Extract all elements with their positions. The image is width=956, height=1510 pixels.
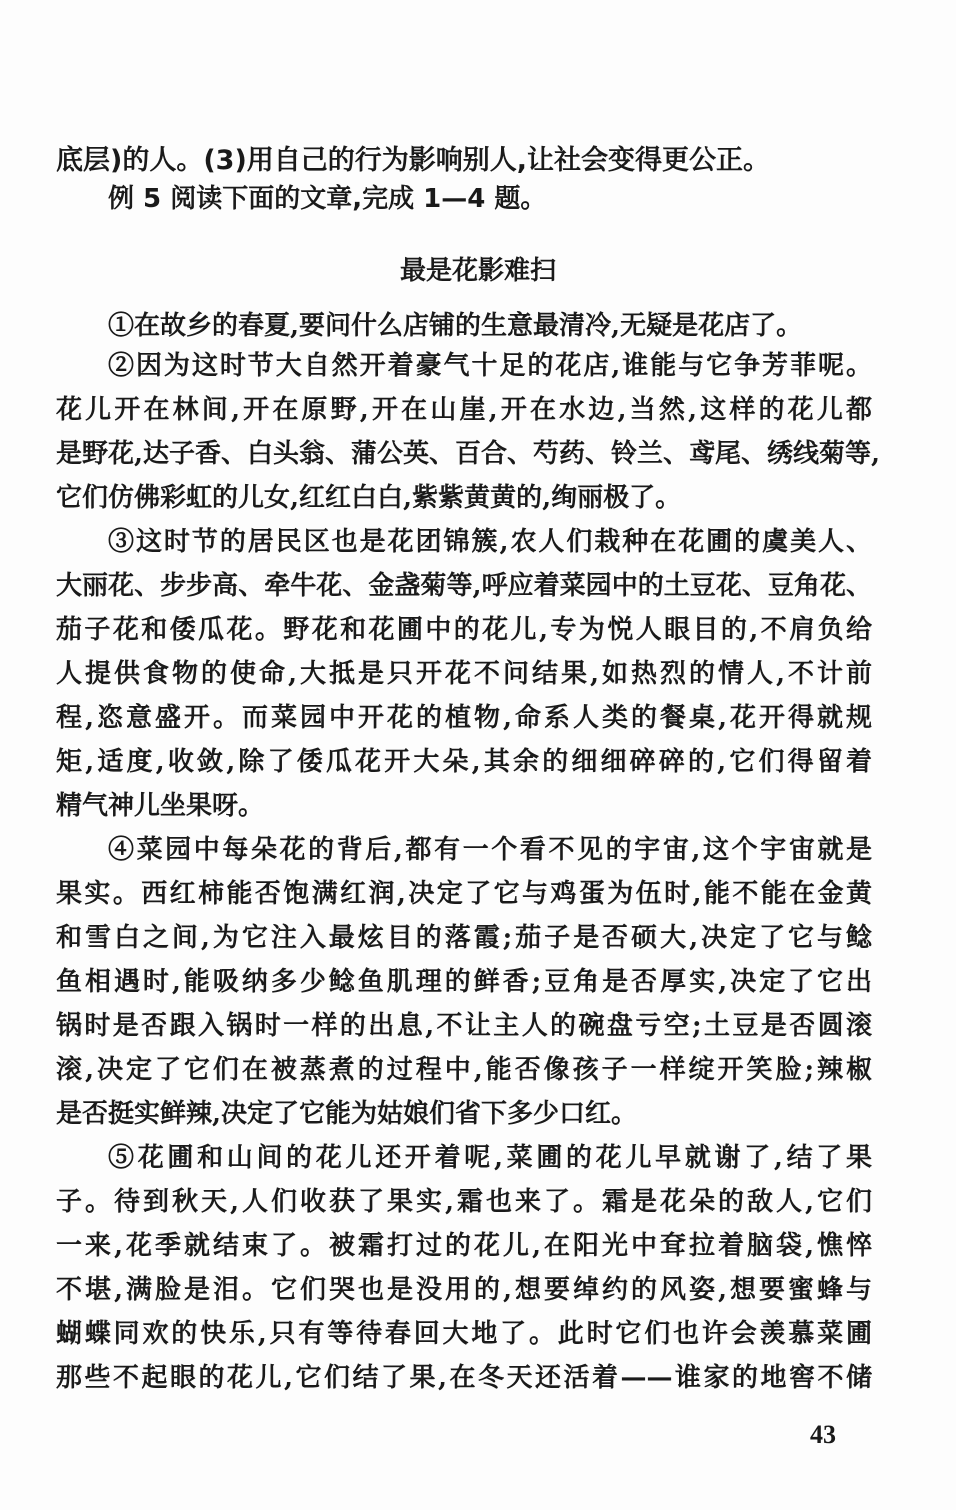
- paragraph-line: 花儿开在林间,开在原野,开在山崖,开在水边,当然,这样的花儿都: [56, 395, 872, 425]
- paragraph-line: 鱼相遇时,能吸纳多少鲶鱼肌理的鲜香;豆角是否厚实,决定了它出: [56, 967, 872, 997]
- paragraph-line: ②因为这时节大自然开着豪气十足的花店,谁能与它争芳菲呢。: [108, 351, 872, 381]
- paragraph-line: 一来,花季就结束了。被霜打过的花儿,在阳光中耷拉着脑袋,憔悴: [56, 1231, 872, 1261]
- paragraph-line: 果实。西红柿能否饱满红润,决定了它与鸡蛋为伍时,能不能在金黄: [56, 879, 872, 909]
- intro-line: 底层)的人。(3)用自己的行为影响别人,让社会变得更公正。: [56, 145, 771, 176]
- paragraph-line: 不堪,满脸是泪。它们哭也是没用的,想要绰约的风姿,想要蜜蜂与: [56, 1275, 872, 1305]
- paragraph-line: 锅时是否跟入锅时一样的出息,不让主人的碗盘亏空;土豆是否圆滚: [56, 1011, 872, 1041]
- paragraph-line: 蝴蝶同欢的快乐,只有等待春回大地了。此时它们也许会羡慕菜圃: [56, 1319, 872, 1349]
- paragraph-line: 是野花,达子香、白头翁、蒲公英、百合、芍药、铃兰、鸢尾、绣线菊等,: [56, 439, 881, 469]
- paragraph-line: 它们仿佛彩虹的儿女,红红白白,紫紫黄黄的,绚丽极了。: [56, 483, 682, 513]
- article-title: 最是花影难扫: [399, 256, 556, 286]
- paragraph-line: 是否挺实鲜辣,决定了它能为姑娘们省下多少口红。: [56, 1099, 638, 1129]
- paragraph-line: 矩,适度,收敛,除了倭瓜花开大朵,其余的细细碎碎的,它们得留着: [56, 747, 872, 777]
- paragraph-line: 程,恣意盛开。而菜园中开花的植物,命系人类的餐桌,花开得就规: [56, 703, 872, 733]
- paragraph-line: 滚,决定了它们在被蒸煮的过程中,能否像孩子一样绽开笑脸;辣椒: [56, 1055, 872, 1085]
- paragraph-line: ③这时节的居民区也是花团锦簇,农人们栽种在花圃的虞美人、: [108, 527, 872, 557]
- paragraph-line: 和雪白之间,为它注入最炫目的落霞;茄子是否硕大,决定了它与鲶: [56, 923, 872, 953]
- paragraph-line: ①在故乡的春夏,要问什么店铺的生意最清冷,无疑是花店了。: [108, 311, 803, 341]
- paragraph-line: 茄子花和倭瓜花。野花和花圃中的花儿,专为悦人眼目的,不肩负给: [56, 615, 872, 645]
- paragraph-line: 精气神儿坐果呀。: [56, 791, 265, 821]
- paragraph-line: 子。待到秋天,人们收获了果实,霜也来了。霜是花朵的敌人,它们: [56, 1187, 872, 1217]
- paragraph-line: ⑤花圃和山间的花儿还开着呢,菜圃的花儿早就谢了,结了果: [108, 1143, 872, 1173]
- paragraph-line: 人提供食物的使命,大抵是只开花不问结果,如热烈的情人,不计前: [56, 659, 872, 689]
- example-heading: 例 5 阅读下面的文章,完成 1—4 题。: [108, 184, 547, 214]
- paragraph-line: 大丽花、步步高、牵牛花、金盏菊等,呼应着菜园中的土豆花、豆角花、: [56, 571, 872, 601]
- paragraph-line: ④菜园中每朵花的背后,都有一个看不见的宇宙,这个宇宙就是: [108, 835, 872, 865]
- paragraph-line: 那些不起眼的花儿,它们结了果,在冬天还活着——谁家的地窖不储: [56, 1363, 872, 1393]
- page-number: 43: [810, 1420, 836, 1449]
